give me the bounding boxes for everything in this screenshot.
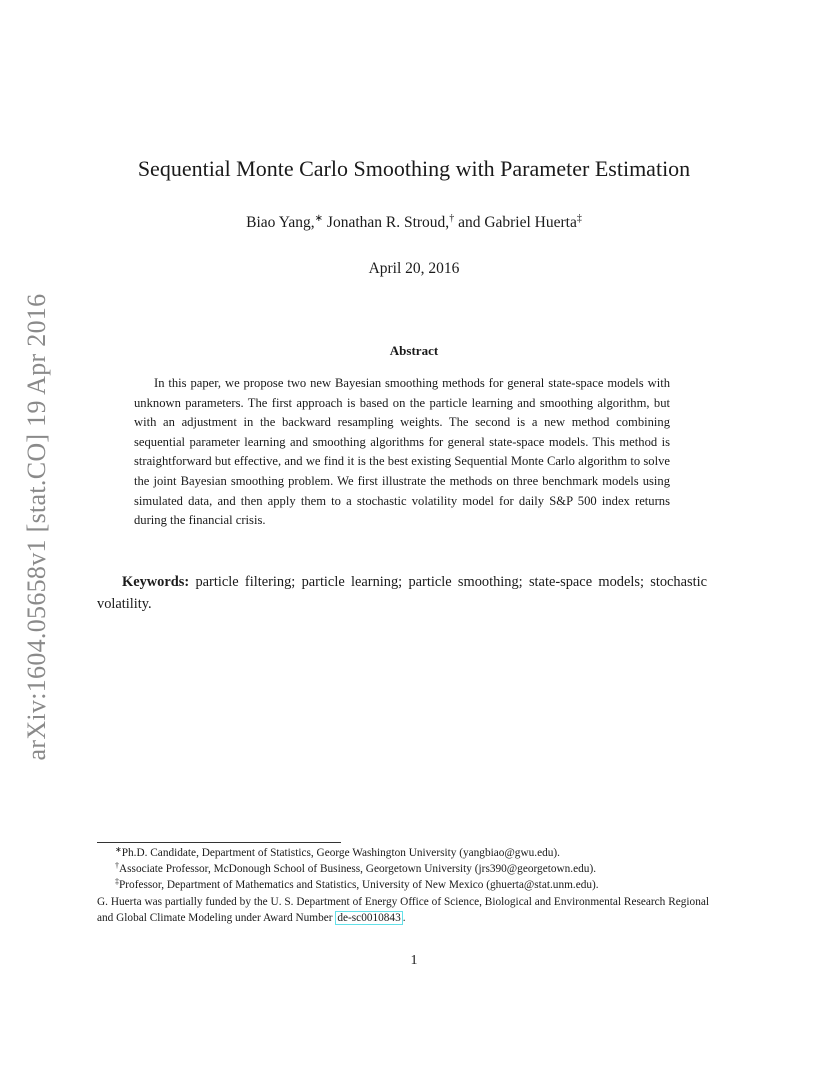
author-footnote-mark: ‡: [576, 213, 582, 224]
award-number-link[interactable]: de-sc0010843: [337, 911, 401, 924]
funding-text: G. Huerta was partially funded by the U. S. Department of Energy Office of Science, Biological and Environmental Research Regional and Global Climate Modeling under Award Number: [97, 895, 709, 924]
author-footnote-mark: ∗: [314, 213, 324, 224]
paper-title: Sequential Monte Carlo Smoothing with Parameter Estimation: [137, 156, 691, 181]
author-list: [0, 214, 828, 232]
footnote-divider: [97, 842, 341, 843]
paper-date: April 20, 2016: [368, 260, 460, 277]
footnotes: [97, 845, 709, 926]
arxiv-identifier: arXiv:1604.05658v1 [stat.CO] 19 Apr 2016: [22, 293, 51, 761]
page-number: 1: [410, 953, 418, 968]
footnote-mark: ‡: [115, 877, 119, 887]
keywords-paragraph: [97, 571, 707, 615]
footnote: [97, 845, 709, 861]
footnote-mark: †: [115, 861, 119, 871]
author-name: Jonathan R. Stroud,: [326, 214, 450, 231]
footnote: [97, 861, 709, 877]
author-name: Biao Yang,: [246, 214, 315, 231]
footnote-text: Ph.D. Candidate, Department of Statistics, George Washington University (yangbiao@gwu.edu).: [121, 847, 560, 859]
abstract-text: In this paper, we propose two new Bayesian smoothing methods for general state-space models with unknown parameters. The first approach is based on the particle learning and smoothing algorithm, but with an adjustment in the backward resampling weights. The second is a new method combining sequential parameter learning and smoothing algorithms for general state-space models. This method is straightforward but effective, and we find it is the best existing Sequential Monte Carlo algorithm to solve the joint Bayesian smoothing problem. We first illustrate the methods on three benchmark models using simulated data, and then apply them to a stochastic volatility model for daily S&P 500 index returns during the financial crisis.: [134, 376, 670, 528]
footnote-text: Associate Professor, McDonough School of Business, Georgetown University (jrs390@georgetown.edu).: [119, 863, 597, 876]
funding-end: .: [402, 911, 406, 924]
footnote-text: Professor, Department of Mathematics and Statistics, University of New Mexico (ghuerta@stat.unm.edu).: [119, 879, 599, 892]
keywords-label: Keywords:: [122, 574, 190, 590]
footnote: [97, 877, 709, 893]
keywords-text: particle filtering; particle learning; particle smoothing; state-space models; stochastic volatility.: [97, 574, 707, 612]
author-name: and Gabriel Huerta: [458, 214, 577, 231]
footnote-mark: ∗: [115, 845, 122, 854]
funding-note: [97, 894, 709, 926]
author-footnote-mark: †: [449, 213, 455, 224]
abstract-heading: Abstract: [389, 343, 439, 358]
